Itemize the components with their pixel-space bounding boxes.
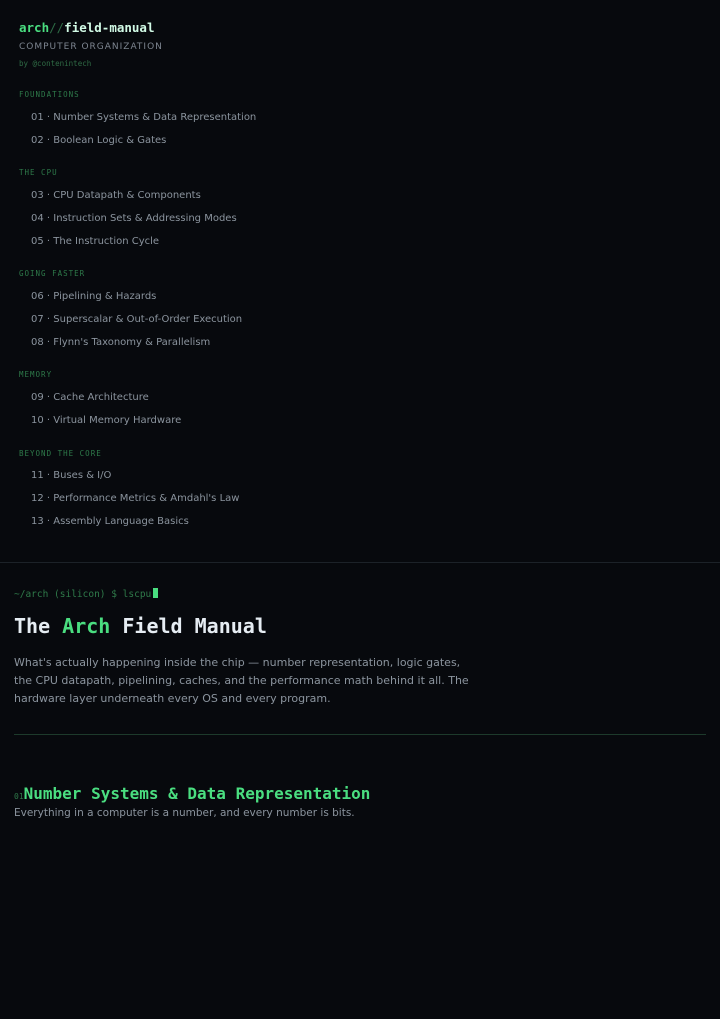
nav-item-pipelining[interactable]: 06 · Pipelining & Hazards	[31, 291, 157, 302]
nav-item-buses-io[interactable]: 11 · Buses & I/O	[31, 470, 112, 481]
nav-item-cache-architecture[interactable]: 09 · Cache Architecture	[31, 392, 149, 403]
nav-item-number-systems[interactable]: 01 · Number Systems & Data Representation	[31, 112, 257, 123]
page-title-suffix: Field Manual	[110, 614, 267, 638]
brand-logo[interactable]	[19, 20, 154, 35]
page-title-prefix: The	[14, 614, 63, 638]
page-title-accent: Arch	[62, 614, 111, 638]
brand-part-arch: arch	[19, 20, 50, 35]
nav-item-instruction-cycle[interactable]: 05 · The Instruction Cycle	[31, 236, 160, 247]
page-title	[14, 614, 267, 638]
nav-item-virtual-memory[interactable]: 10 · Virtual Memory Hardware	[31, 415, 182, 426]
site-subtitle: COMPUTER ORGANIZATION	[19, 42, 163, 52]
nav-section-memory: MEMORY	[19, 370, 53, 379]
terminal-prompt	[14, 588, 158, 600]
nav-item-flynns-taxonomy[interactable]: 08 · Flynn's Taxonomy & Parallelism	[31, 337, 211, 348]
nav-item-boolean-logic[interactable]: 02 · Boolean Logic & Gates	[31, 135, 167, 146]
author-byline: by @contenintech	[19, 59, 92, 68]
sidebar-divider	[0, 562, 720, 563]
section-heading	[14, 777, 370, 805]
brand-slashes: //	[49, 20, 65, 35]
nav-item-performance-metrics[interactable]: 12 · Performance Metrics & Amdahl's Law	[31, 493, 240, 504]
section-description: Everything in a computer is a number, and every number is bits.	[14, 807, 355, 819]
nav-section-beyond-the-core: BEYOND THE CORE	[19, 449, 102, 458]
nav-item-instruction-sets[interactable]: 04 · Instruction Sets & Addressing Modes	[31, 213, 237, 224]
terminal-cursor	[153, 588, 158, 598]
section-number: 01	[14, 792, 24, 801]
nav-section-the-cpu: THE CPU	[19, 168, 58, 177]
section-divider	[14, 734, 706, 735]
nav-section-foundations: FOUNDATIONS	[19, 90, 80, 99]
nav-section-going-faster: GOING FASTER	[19, 269, 86, 278]
terminal-prompt-text: ~/arch (silicon) $ lscpu	[14, 589, 152, 600]
page-intro: What's actually happening inside the chip — number representation, logic gates, the CPU datapath, pipelining, caches, and the performance math behind it all. The hardware layer underneath every OS and every program.	[14, 656, 469, 705]
nav-item-superscalar[interactable]: 07 · Superscalar & Out-of-Order Execution	[31, 314, 243, 325]
brand-part-field-manual: field-manual	[64, 20, 155, 35]
nav-item-cpu-datapath[interactable]: 03 · CPU Datapath & Components	[31, 190, 201, 201]
nav-item-assembly-basics[interactable]: 13 · Assembly Language Basics	[31, 516, 189, 527]
section-title: Number Systems & Data Representation	[23, 784, 371, 803]
